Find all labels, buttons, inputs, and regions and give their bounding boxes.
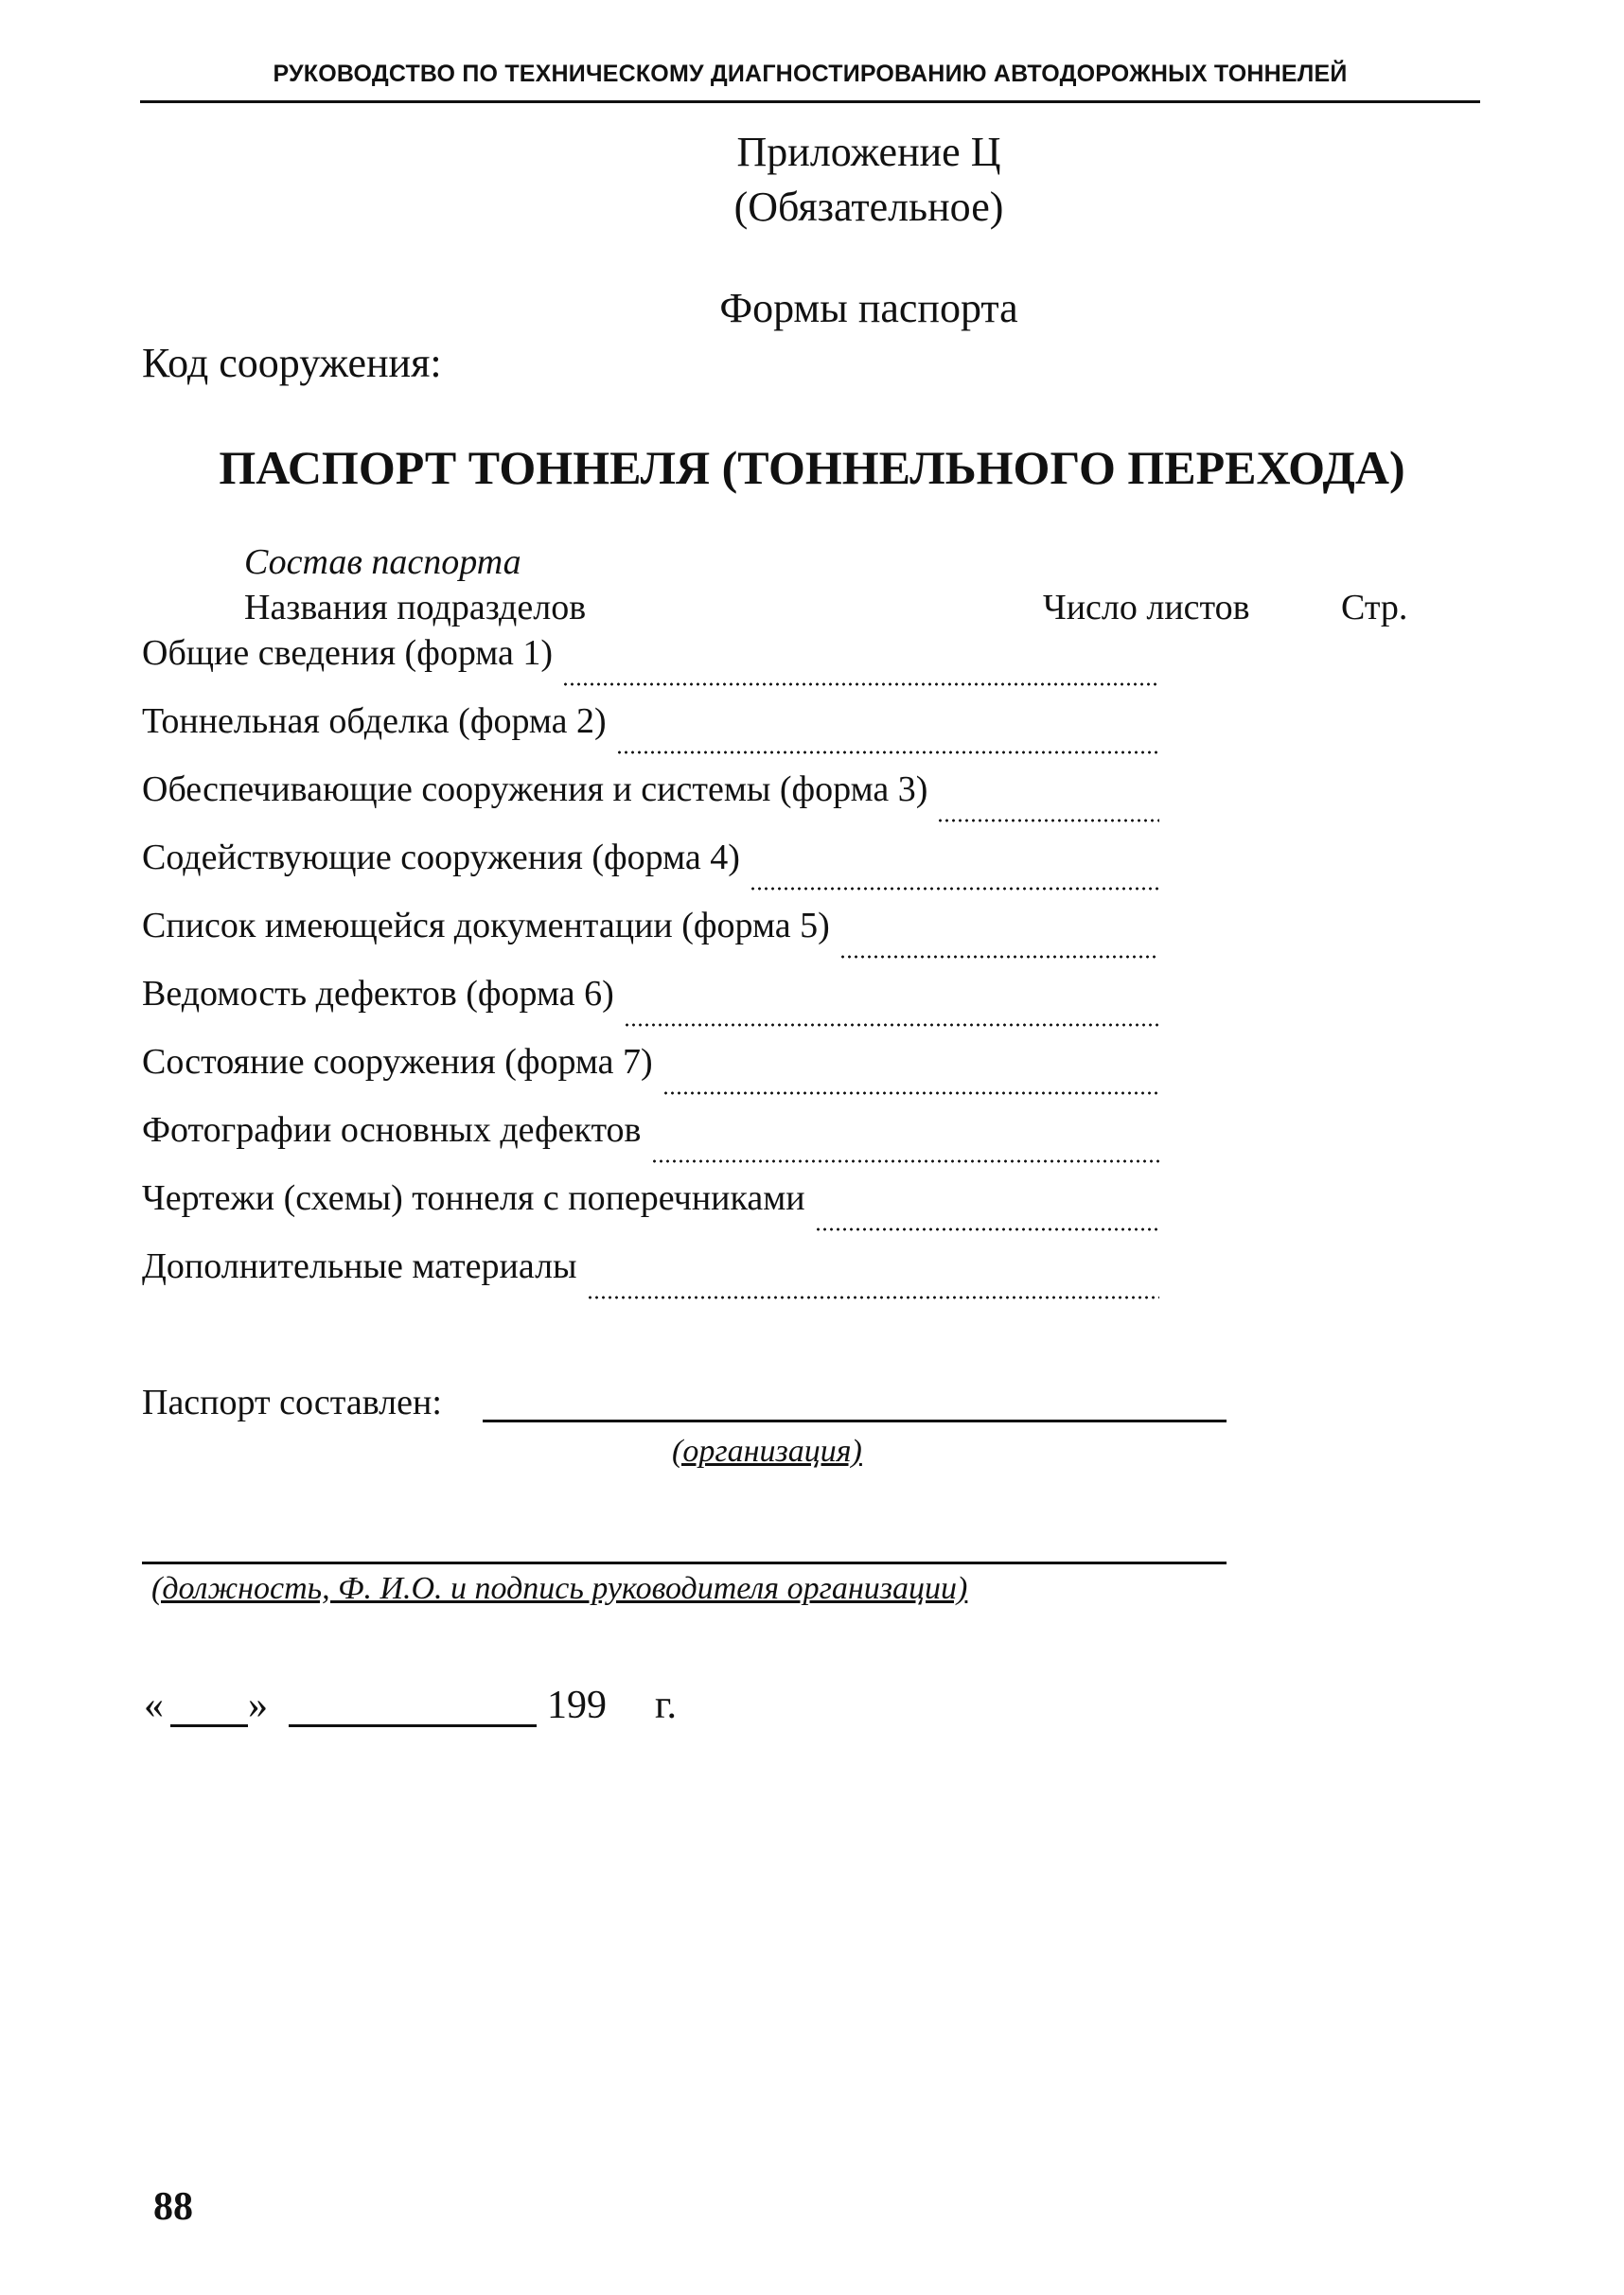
list-item-label: Фотографии основных дефектов [142,1110,642,1150]
composition-list [142,632,1159,1314]
header-rule [140,100,1480,103]
structure-code-label: Код сооружения: [142,340,442,386]
dot-leader [587,1296,1159,1299]
list-item [142,700,1159,768]
year-value: 199 [547,1684,607,1727]
organization-caption: (организация) [672,1434,862,1469]
list-item-label: Содействующие сооружения (форма 4) [142,838,740,877]
organization-line [483,1420,1227,1422]
composition-label: Состав паспорта [244,542,521,582]
compiled-by-label: Паспорт составлен: [142,1383,442,1422]
dot-leader [562,682,1159,686]
list-item [142,632,1159,700]
list-item-label: Дополнительные материалы [142,1246,577,1286]
list-item [142,768,1159,837]
signature-line [142,1562,1227,1564]
dot-leader [839,955,1159,959]
list-item-label: Общие сведения (форма 1) [142,633,554,673]
list-item-label: Обеспечивающие сооружения и системы (форма 3) [142,769,928,809]
date-close-quote: » [248,1684,268,1727]
signature-caption: (должность, Ф. И.О. и подпись руководителя организации) [151,1571,968,1606]
column-header-sheets: Число листов [1043,588,1250,627]
page-number: 88 [153,2185,193,2229]
list-item [142,1041,1159,1109]
dot-leader [624,1023,1159,1027]
passport-title: ПАСПОРТ ТОННЕЛЯ (ТОННЕЛЬНОГО ПЕРЕХОДА) [219,441,1405,494]
list-item-label: Список имеющейся документации (форма 5) [142,906,830,945]
running-header: РУКОВОДСТВО ПО ТЕХНИЧЕСКОМУ ДИАГНОСТИРОВАНИЮ АВТОДОРОЖНЫХ ТОННЕЛЕЙ [273,61,1348,87]
year-suffix: г. [655,1684,677,1727]
dot-leader [651,1159,1160,1163]
column-header-names: Названия подразделов [244,588,587,627]
dot-leader [937,819,1159,822]
column-header-page: Стр. [1341,588,1408,627]
list-item-label: Ведомость дефектов (форма 6) [142,974,614,1014]
list-item-label: Чертежи (схемы) тоннеля с поперечниками [142,1178,805,1218]
date-open-quote: « [144,1684,164,1727]
appendix-subtitle: (Обязательное) [733,184,1004,230]
dot-leader [815,1227,1159,1231]
appendix-title: Приложение Ц [736,129,1001,175]
list-item [142,905,1159,973]
forms-title: Формы паспорта [719,285,1018,331]
list-item [142,973,1159,1041]
day-blank-line [170,1724,248,1727]
dot-leader [616,750,1159,754]
list-item [142,1177,1159,1245]
list-item [142,1109,1159,1177]
dot-leader [662,1091,1159,1095]
list-item-label: Тоннельная обделка (форма 2) [142,701,607,741]
dot-leader [750,887,1159,891]
list-item [142,1245,1159,1314]
month-blank-line [289,1724,537,1727]
list-item [142,837,1159,905]
list-item-label: Состояние сооружения (форма 7) [142,1042,653,1082]
